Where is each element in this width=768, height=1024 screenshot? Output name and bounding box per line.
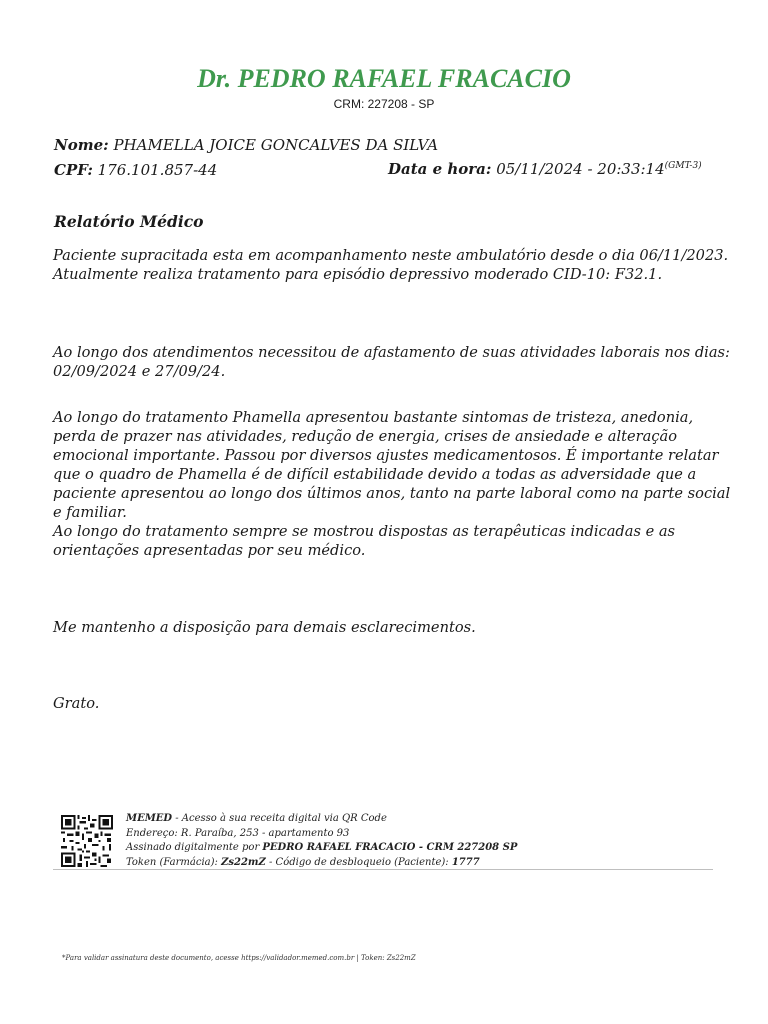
memed-footer-text <box>126 812 517 870</box>
report-paragraph: Me mantenho a disposição para demais esclarecimentos. <box>53 619 476 636</box>
memed-brand: MEMED <box>126 813 173 824</box>
report-paragraph: Ao longo do tratamento sempre se mostrou dispostas as terapêuticas indicadas e as orientações apresentadas por seu médico. <box>53 523 676 559</box>
memed-description: - Acesso à sua receita digital via QR Code <box>172 813 387 824</box>
report-paragraph: Ao longo do tratamento Phamella apresentou bastante sintomas de tristeza, anedonia, perda de prazer nas atividades, redução de energia, crises de ansiedade e alteração emocional importante. Passou por diversos ajustes medicamentosos. É importante relatar que o quadro de Phamella é de difícil estabilidade devido a todas as adversidade que a paciente apresentou ao longo dos últimos anos, tanto na parte laboral como na parte social e familiar. <box>53 409 731 521</box>
address-line: Endereço: R. Paraíba, 253 - apartamento 93 <box>126 827 350 839</box>
unlock-code: 1777 <box>451 856 480 868</box>
qr-code-icon[interactable] <box>61 815 113 867</box>
validation-note: *Para validar assinatura deste documento, acesse https://validador.memed.com.br | Token: Zs22mZ <box>62 954 416 962</box>
token-line <box>126 856 517 871</box>
datetime-row <box>388 160 702 178</box>
patient-cpf-value: 176.101.857-44 <box>97 161 218 179</box>
patient-name-row <box>54 136 438 154</box>
patient-cpf-label: CPF: <box>54 161 93 179</box>
patient-cpf-row <box>54 161 217 179</box>
memed-line <box>126 812 517 827</box>
signed-by: PEDRO RAFAEL FRACACIO - CRM 227208 SP <box>262 842 518 853</box>
signature-line <box>126 841 517 856</box>
unlock-prefix: - Código de desbloqueio (Paciente): <box>265 856 452 868</box>
datetime-label: Data e hora: <box>388 160 492 178</box>
closing-text: Grato. <box>53 695 100 712</box>
token-value: Zs22mZ <box>221 856 266 868</box>
signed-prefix: Assinado digitalmente por <box>126 842 263 853</box>
patient-name-label: Nome: <box>54 136 109 154</box>
datetime-value: 05/11/2024 - 20:33:14 <box>496 160 665 178</box>
doctor-name: Dr. PEDRO RAFAEL FRACACIO <box>197 64 571 93</box>
timezone-label: (GMT-3) <box>664 161 702 171</box>
footer-divider <box>53 869 713 870</box>
report-paragraph: Paciente supracitada esta em acompanhamento neste ambulatório desde o dia 06/11/2023. Atualmente realiza tratamento para episódio depressivo moderado CID-10: F32.1. <box>53 247 729 283</box>
doctor-crm: CRM: 227208 - SP <box>333 97 435 111</box>
patient-name-value: PHAMELLA JOICE GONCALVES DA SILVA <box>113 136 439 154</box>
report-paragraph: Ao longo dos atendimentos necessitou de afastamento de suas atividades laborais nos dias: 02/09/2024 e 27/09/24. <box>53 344 730 380</box>
report-title: Relatório Médico <box>54 212 204 231</box>
token-prefix: Token (Farmácia): <box>126 856 222 868</box>
